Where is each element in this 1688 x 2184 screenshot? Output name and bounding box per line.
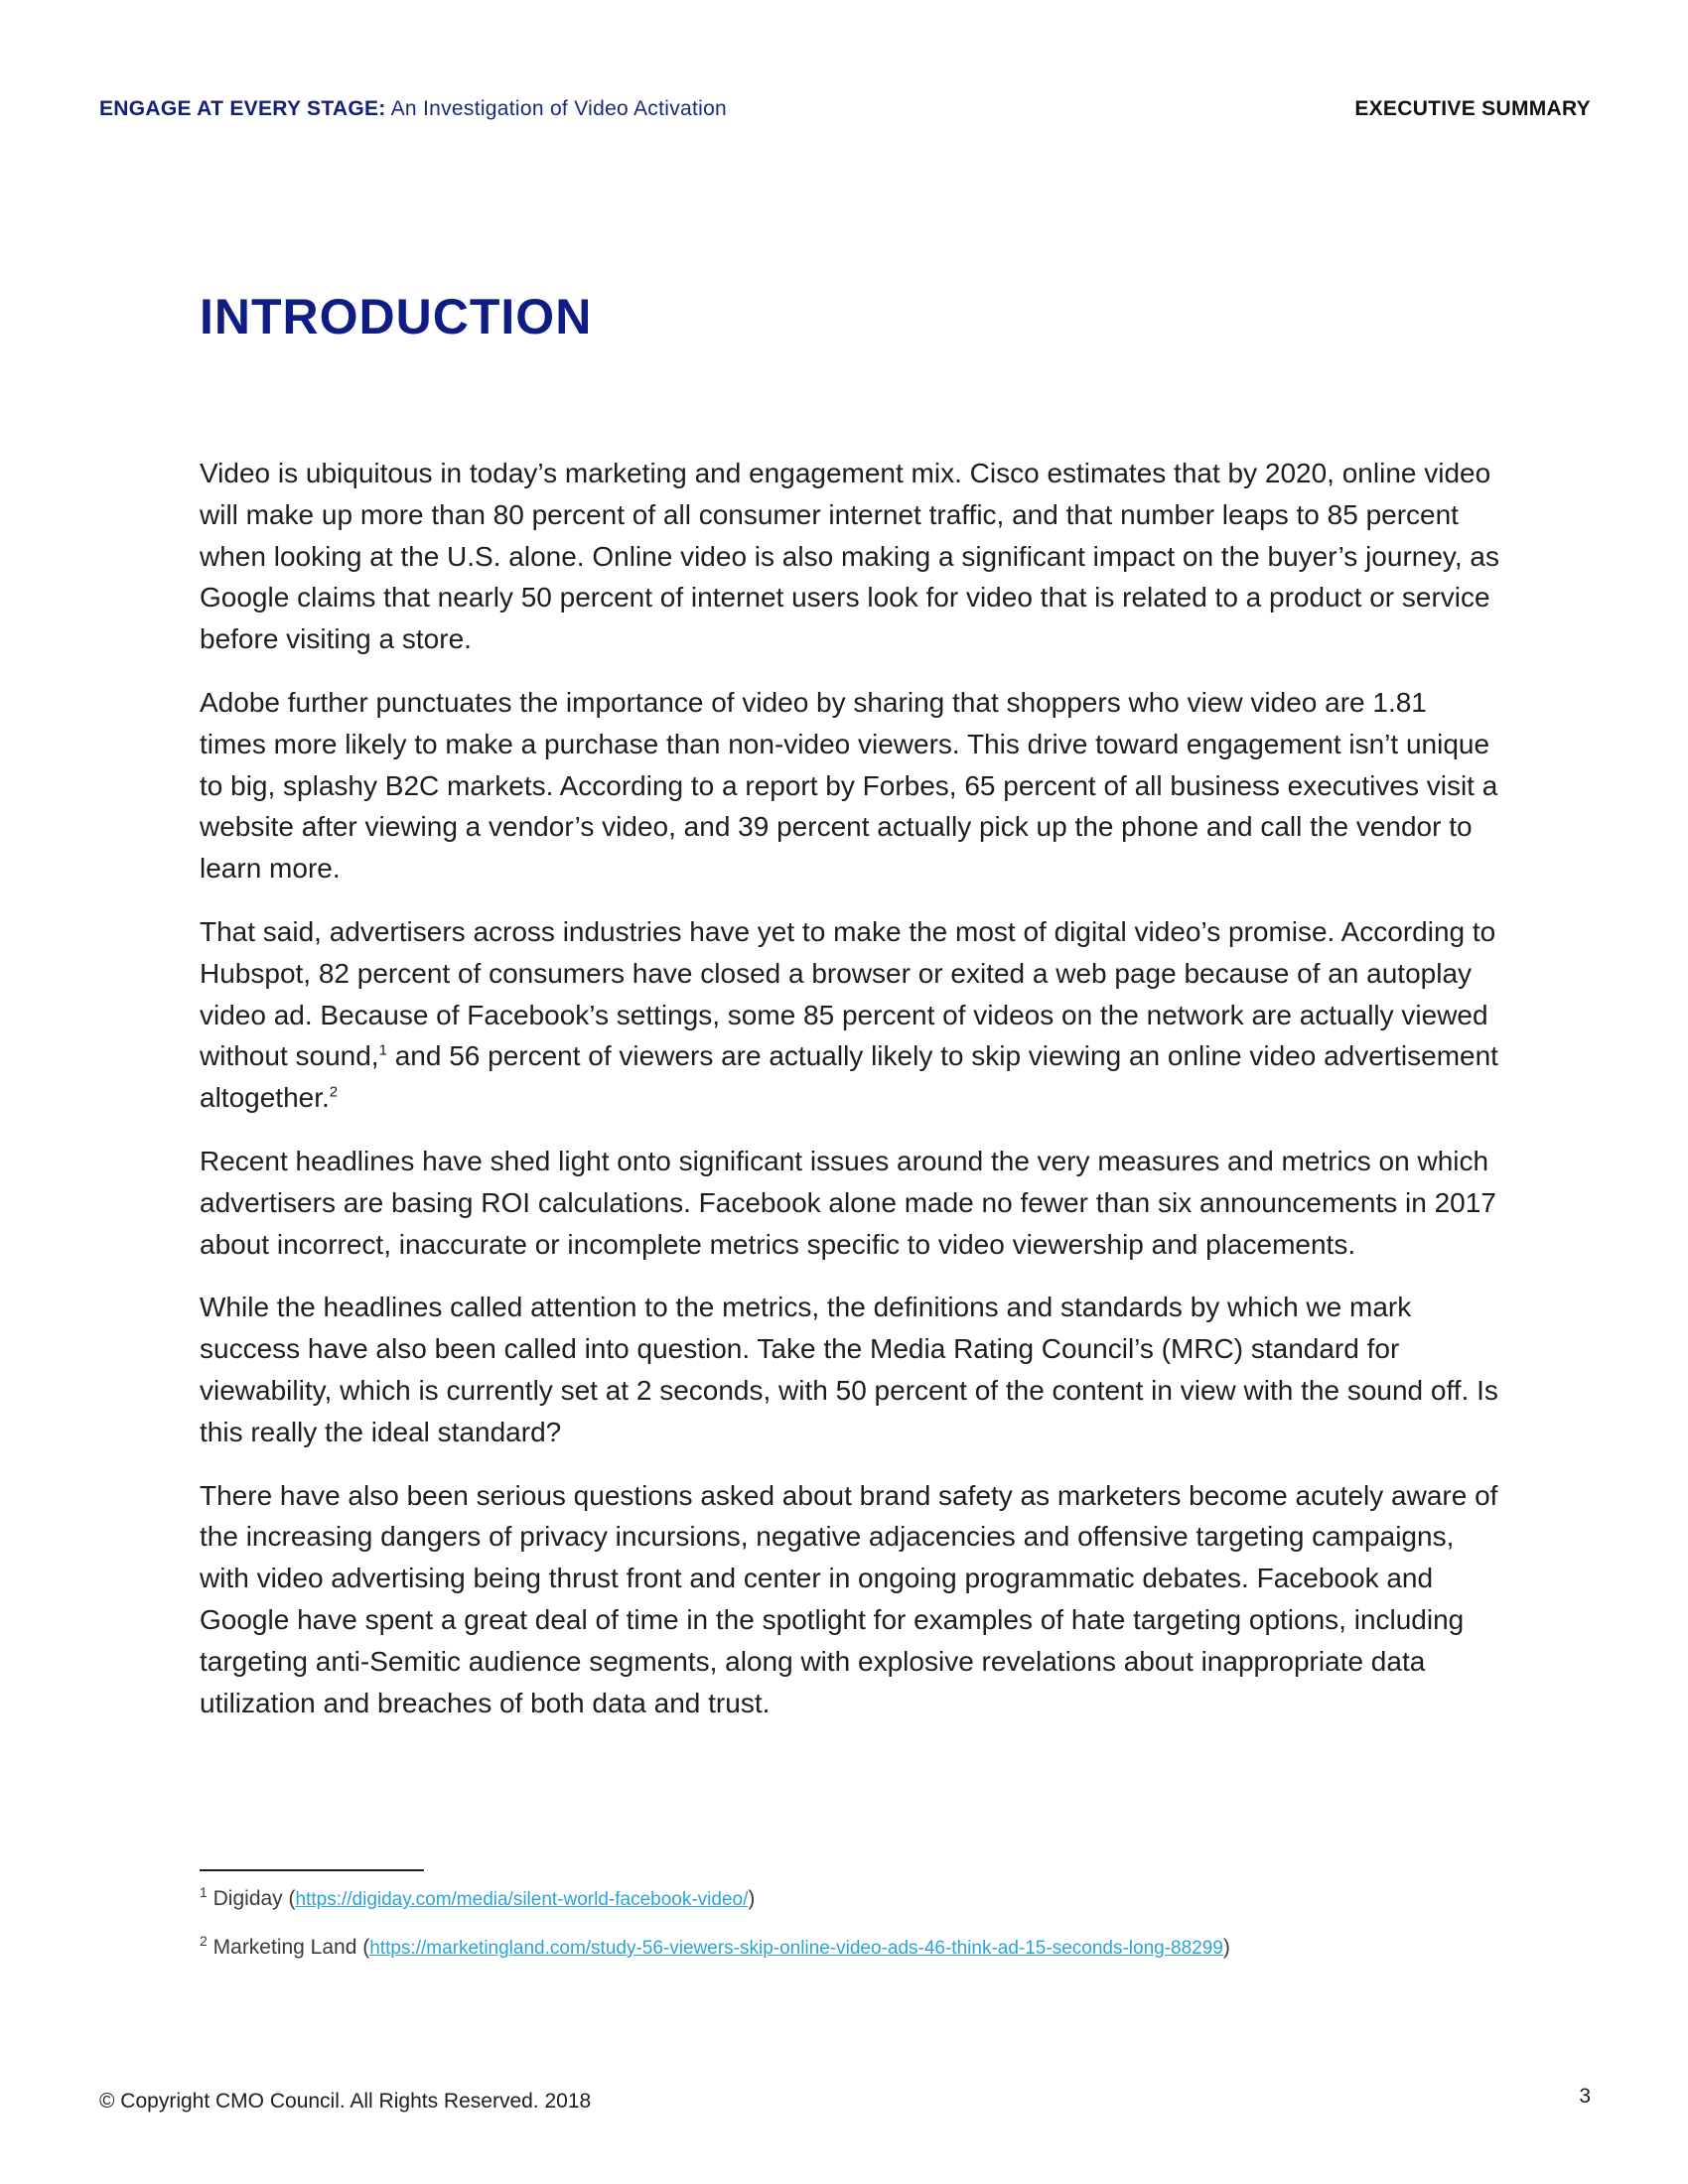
footnotes — [200, 1884, 1500, 1981]
document-title-bold: ENGAGE AT EVERY STAGE: — [99, 97, 386, 120]
paragraph-5: While the headlines called attention to the metrics, the definitions and standards by which we mark success have also been called into question. Take the Media Rating Council’s (MRC) standard for viewability, which is currently set at 2 seconds, with 50 percent of the content in view with the sound off. Is this really the ideal standard? — [200, 1292, 1498, 1447]
paragraph-3-text-b: and 56 percent of viewers are actually likely to skip viewing an online video advertisement altogether. — [200, 1040, 1498, 1114]
footnote-divider — [200, 1869, 424, 1871]
document-title-subtitle: An Investigation of Video Activation — [390, 97, 728, 120]
footnote-1-number: 1 — [200, 1884, 208, 1900]
footnote-2: $^2$ Marketing Land (https://marketingland.com/study-56-viewers-skip-online-video-ads-46-think-ad-15-seconds-long-88299) — [200, 1933, 1230, 1959]
paragraph-2: Adobe further punctuates the importance of video by sharing that shoppers who view video are 1.81 times more likely to make a purchase than non-video viewers. This drive toward engagement isn’t unique to big, splashy B2C markets. According to a report by Forbes, 65 percent of all business executives visit a website after viewing a vendor’s video, and 39 percent actually pick up the phone and call the vendor to learn more. — [200, 686, 1498, 885]
footnote-2-number: 2 — [200, 1933, 208, 1949]
footnote-2-source: Marketing Land — [212, 1936, 357, 1959]
paragraph-4: Recent headlines have shed light onto significant issues around the very measures and metrics on which advertisers are basing ROI calculations. Facebook alone made no fewer than six announcements in 2017 about incorrect, inaccurate or incomplete metrics specific to video viewership and placements. — [200, 1145, 1496, 1260]
section-label: EXECUTIVE SUMMARY — [1354, 97, 1591, 120]
paragraph-6: There have also been serious questions asked about brand safety as marketers become acutely aware of the increasing dangers of privacy incursions, negative adjacencies and offensive targeting campaigns, with video advertising being thrust front and center in ongoing programmatic debates. Facebook and Google have spent a great deal of time in the spotlight for examples of hate targeting options, including targeting anti-Semitic audience segments, along with explosive revelations about inappropriate data utilization and breaches of both data and trust. — [200, 1479, 1498, 1718]
footnote-1-link[interactable]: https://digiday.com/media/silent-world-facebook-video/ — [295, 1889, 749, 1910]
footnote-2-link[interactable]: https://marketingland.com/study-56-viewers-skip-online-video-ads-46-think-ad-15-seconds-long-88299 — [369, 1938, 1223, 1959]
body-text — [200, 453, 1500, 1745]
copyright-notice: © Copyright CMO Council. All Rights Reserved. 2018 — [99, 2090, 592, 2113]
footnote-ref-2[interactable]: 2 — [329, 1083, 339, 1101]
running-header — [99, 97, 1591, 125]
paragraph-3-text-a: That said, advertisers across industries have yet to make the most of digital video’s promise. According to Hubspot, 82 percent of consumers have closed a browser or exited a web page because of an autoplay video ad. Because of Facebook’s settings, some 85 percent of videos on the network are actually viewed without sound, — [200, 915, 1496, 1072]
paragraph-1: Video is ubiquitous in today’s marketing and engagement mix. Cisco estimates that by 2020, online video will make up more than 80 percent of all consumer internet traffic, and that number leaps to 85 percent when looking at the U.S. alone. Online video is also making a significant impact on the buyer’s journey, as Google claims that nearly 50 percent of internet users look for video that is related to a product or service before visiting a store. — [200, 458, 1499, 655]
footnote-1-source: Digiday — [212, 1887, 283, 1910]
page-number: 3 — [1579, 2085, 1591, 2108]
footnote-ref-1[interactable]: 1 — [378, 1042, 387, 1060]
paragraph-3 — [200, 911, 1500, 1119]
page-title: INTRODUCTION — [200, 289, 593, 344]
document-title — [99, 97, 727, 121]
footnote-1: $^1$ Digiday (https://digiday.com/media/silent-world-facebook-video/) — [200, 1884, 756, 1910]
